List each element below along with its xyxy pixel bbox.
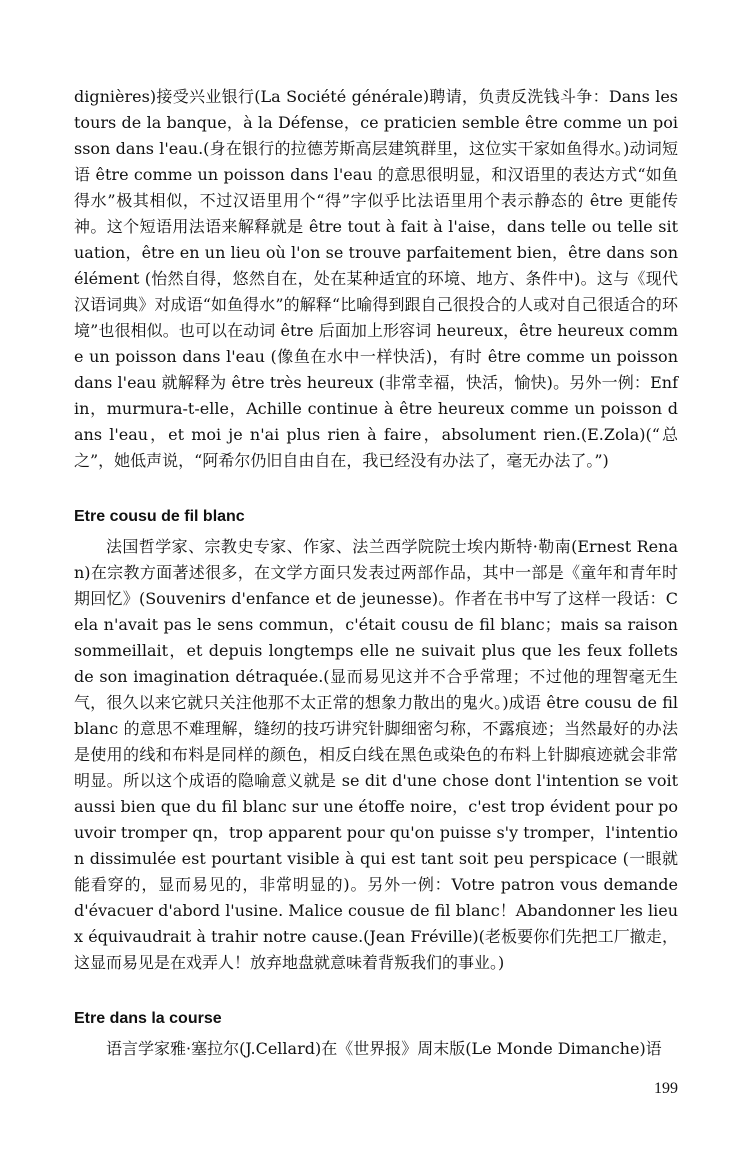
section-heading: Etre cousu de fil blanc xyxy=(74,508,245,525)
page-number: 199 xyxy=(654,1080,678,1097)
page-body xyxy=(74,84,678,1062)
body-paragraph: 语言学家雅·塞拉尔(J.Cellard)在《世界报》周末版(Le Monde Dimanche)语 xyxy=(106,1039,662,1058)
body-paragraph: 法国哲学家、宗教史专家、作家、法兰西学院院士埃内斯特·勒南(Ernest Renan)在宗教方面著述很多，在文学方面只发表过两部作品，其中一部是《童年和青年时期回忆》(Souvenirs d'enfance et de jeunesse)。作者在书中写了这样一段话：Cela n'avait pas le sens commun，c'était cousu de fil blanc；mais sa raison sommeillait，et depuis longtemps elle ne suivait plus que les feux follets de son imagination détraquée.(显而易见这并不合乎常理；不过他的理智毫无生气，很久以来它就只关注他那不太正常的想象力散出的鬼火。)成语 être cousu de fil blanc 的意思不难理解，缝纫的技巧讲究针脚细密匀称，不露痕迹；当然最好的办法是使用的线和布料是同样的颜色，相反白线在黑色或染色的布料上针脚痕迹就会非常明显。所以这个成语的隐喻意义就是 se dit d'une chose dont l'intention se voit aussi bien que du fil blanc sur une étoffe noire，c'est trop évident pour pouvoir tromper qn，trop apparent pour qu'on puisse s'y tromper，l'intention dissimulée est pourtant visible à qui est tant soit peu perspicace (一眼就能看穿的，显而易见的，非常明显的)。另外一例：Votre patron vous demande d'évacuer d'abord l'usine. Malice cousue de fil blanc！Abandonner les lieux équivaudrait à trahir notre cause.(Jean Fréville)(老板要你们先把工厂撤走，这显而易见是在戏弄人！放弃地盘就意味着背叛我们的事业。) xyxy=(74,537,678,972)
section-heading: Etre dans la course xyxy=(74,1010,222,1027)
body-paragraph: dignières)接受兴业银行(La Société générale)聘请，负责反洗钱斗争：Dans les tours de la banque，à la Défense，ce praticien semble être comme un poisson dans l'eau.(身在银行的拉德芳斯高层建筑群里，这位实干家如鱼得水。)动词短语 être comme un poisson dans l'eau 的意思很明显，和汉语里的表达方式“如鱼得水”极其相似，不过汉语里用个“得”字似乎比法语里用个表示静态的 être 更能传神。这个短语用法语来解释就是 être tout à fait à l'aise，dans telle ou telle situation，être en un lieu où l'on se trouve parfaitement bien，être dans son élément (怡然自得，悠然自在，处在某种适宜的环境、地方、条件中)。这与《现代汉语词典》对成语“如鱼得水”的解释“比喻得到跟自己很投合的人或对自己很适合的环境”也很相似。也可以在动词 être 后面加上形容词 heureux，être heureux comme un poisson dans l'eau (像鱼在水中一样快活)，有时 être comme un poisson dans l'eau 就解释为 être très heureux (非常幸福，快活，愉快)。另外一例：Enfin，murmura-t-elle，Achille continue à être heureux comme un poisson dans l'eau，et moi je n'ai plus rien à faire，absolument rien.(E.Zola)(“总之”，她低声说，“阿希尔仍旧自由自在，我已经没有办法了，毫无办法了。”) xyxy=(74,87,678,470)
